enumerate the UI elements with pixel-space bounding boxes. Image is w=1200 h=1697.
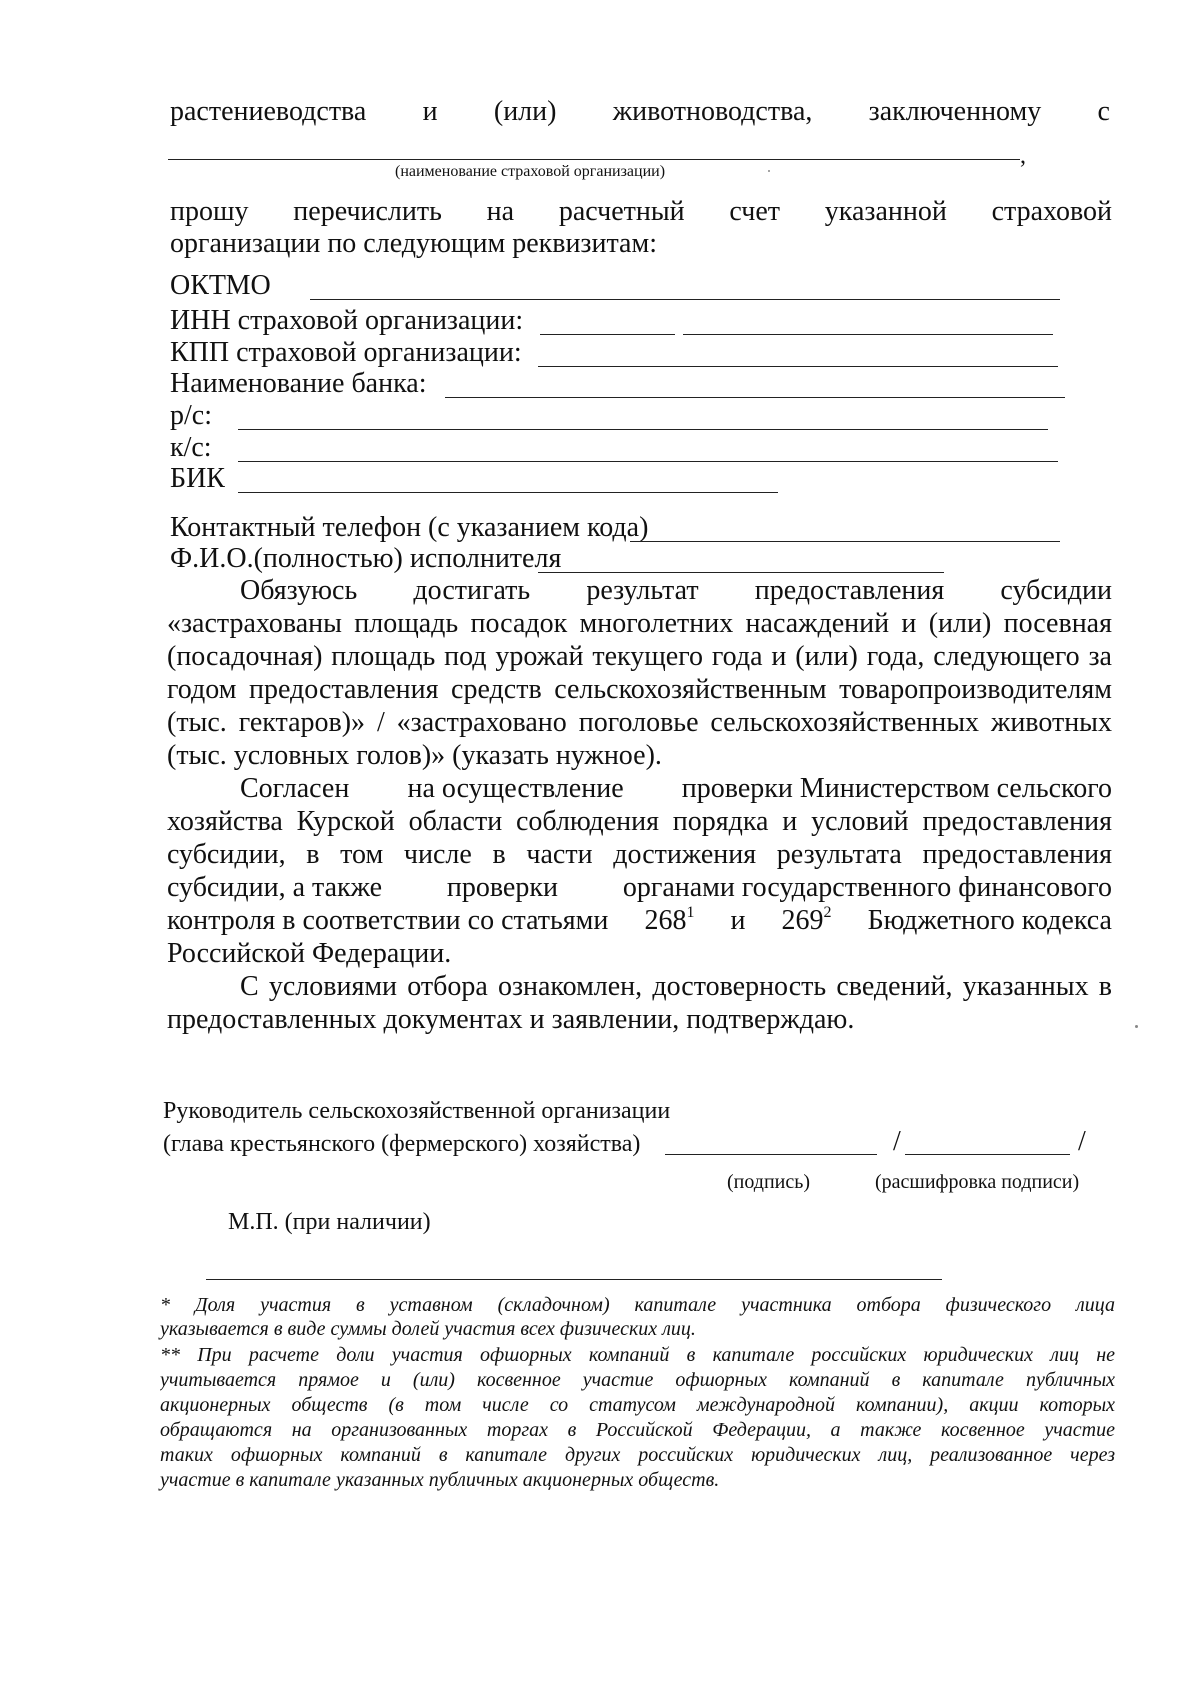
bank-name-label: Наименование банка: bbox=[170, 368, 427, 399]
top-line-1 bbox=[170, 96, 1110, 128]
word: расчетный bbox=[558, 196, 685, 227]
word: страховой bbox=[991, 196, 1112, 227]
insurer-name-line bbox=[168, 159, 1020, 160]
para1-line-6: (тыс. условных голов)» (указать нужное). bbox=[167, 740, 662, 771]
para2-line-3: субсидии, в том числе в части достижения результата предоставления bbox=[167, 839, 1112, 870]
para1-line-3: (посадочная) площадь под урожай текущего года и (или) года, следующего за bbox=[167, 641, 1112, 672]
article-268 bbox=[644, 905, 694, 937]
superscript: 1 bbox=[686, 904, 695, 921]
para3-text: С условиями отбора ознакомлен, достоверность сведений, указанных в bbox=[240, 971, 1112, 1002]
footnote-2-line-4: обращаются на организованных торгах в Российской Федерации, а также косвенное участие bbox=[160, 1419, 1115, 1441]
signature-decode-caption: (расшифровка подписи) bbox=[875, 1171, 1080, 1193]
request-line-1 bbox=[170, 196, 1112, 228]
word: достигать bbox=[413, 575, 531, 606]
para2-line-2: хозяйства Курской области соблюдения порядка и условий предоставления bbox=[167, 806, 1112, 837]
signature-decode-input-line[interactable] bbox=[905, 1154, 1070, 1155]
bik-input-line[interactable] bbox=[238, 492, 778, 493]
para3-line-2: предоставленных документах и заявлении, подтверждаю. bbox=[167, 1004, 855, 1035]
para2-line-6: Российской Федерации. bbox=[167, 938, 452, 969]
phrase: контроля в соответствии со статьями bbox=[167, 905, 609, 936]
para1-line-4: годом предоставления средств сельскохозяйственным товаропроизводителям bbox=[167, 674, 1112, 705]
inn-input-line-2[interactable] bbox=[683, 334, 1053, 335]
footnote-separator bbox=[206, 1279, 942, 1280]
executor-label: Ф.И.О.(полностью) исполнителя bbox=[170, 543, 562, 574]
article-number: 268 bbox=[644, 905, 687, 936]
word: проверки Министерством сельского bbox=[681, 773, 1112, 804]
footnote-2-line-6: участие в капитале указанных публичных акционерных обществ. bbox=[160, 1469, 720, 1491]
word: перечислить bbox=[293, 196, 442, 227]
slash-1: / bbox=[893, 1126, 901, 1157]
conjunction: и bbox=[730, 905, 746, 936]
word: на bbox=[486, 196, 515, 227]
para1-line-5: (тыс. гектаров)» / «застраховано поголовье сельскохозяйственных животных bbox=[167, 707, 1112, 738]
phrase: субсидии, а также bbox=[167, 872, 383, 903]
oktmo-input-line[interactable] bbox=[310, 299, 1060, 300]
kpp-input-line[interactable] bbox=[538, 366, 1058, 367]
comma: , bbox=[1020, 143, 1026, 169]
word: счет bbox=[729, 196, 781, 227]
word: заключенному bbox=[868, 96, 1042, 127]
word: Обязуюсь bbox=[240, 575, 358, 606]
scan-speck bbox=[768, 170, 770, 172]
para1-line-2: «застрахованы площадь посадок многолетних насаждений и (или) посевная bbox=[167, 608, 1112, 639]
correspondent-account-input-line[interactable] bbox=[238, 461, 1058, 462]
kpp-label: КПП страховой организации: bbox=[170, 337, 522, 368]
head-title: Руководитель сельскохозяйственной организации bbox=[163, 1098, 671, 1124]
para2-line-4 bbox=[167, 872, 1112, 904]
phrase: проверки bbox=[446, 872, 558, 903]
slash-2: / bbox=[1078, 1126, 1086, 1157]
phrase: Бюджетного кодекса bbox=[867, 905, 1112, 936]
inn-input-line-1[interactable] bbox=[540, 334, 675, 335]
executor-input-line[interactable] bbox=[538, 572, 944, 573]
word: на осуществление bbox=[407, 773, 624, 804]
word: предоставления bbox=[754, 575, 945, 606]
inn-label: ИНН страховой организации: bbox=[170, 305, 524, 336]
footnote-1-line-1: * Доля участия в уставном (складочном) капитале участника отбора физического лица bbox=[160, 1294, 1115, 1316]
phone-label: Контактный телефон (с указанием кода) bbox=[170, 512, 649, 543]
footnote-1-line-2: указывается в виде суммы долей участия всех физических лиц. bbox=[160, 1318, 696, 1340]
stamp-place: М.П. (при наличии) bbox=[228, 1209, 431, 1235]
oktmo-label: ОКТМО bbox=[170, 270, 271, 301]
bik-label: БИК bbox=[170, 463, 225, 494]
para2-line-5 bbox=[167, 905, 1112, 937]
word: растениеводства bbox=[170, 96, 367, 127]
footnote-2-line-3: акционерных обществ (в том числе со статусом международной компании), акции которых bbox=[160, 1394, 1115, 1416]
para1-line-1 bbox=[240, 575, 1112, 607]
signature-caption: (подпись) bbox=[727, 1171, 811, 1193]
phone-input-line[interactable] bbox=[630, 541, 1060, 542]
bank-name-input-line[interactable] bbox=[445, 397, 1065, 398]
phrase: органами государственного финансового bbox=[622, 872, 1112, 903]
insurer-name-caption: (наименование страховой организации) bbox=[395, 163, 666, 180]
word: субсидии bbox=[1000, 575, 1112, 606]
correspondent-account-label: к/с: bbox=[170, 432, 212, 463]
word: (или) bbox=[493, 96, 557, 127]
footnote-2-line-1: ** При расчете доли участия офшорных компаний в капитале российских юридических лиц не bbox=[160, 1344, 1115, 1366]
footnote-2-line-2: учитывается прямое и (или) косвенное участие офшорных компаний в капитале публичных bbox=[160, 1369, 1115, 1391]
word: животноводства, bbox=[612, 96, 813, 127]
word: и bbox=[422, 96, 438, 127]
settlement-account-label: р/с: bbox=[170, 400, 212, 431]
request-line-2: организации по следующим реквизитам: bbox=[170, 228, 657, 259]
settlement-account-input-line[interactable] bbox=[238, 429, 1048, 430]
footnote-2-line-5: таких офшорных компаний в капитале других российских юридических лиц, реализованное через bbox=[160, 1444, 1115, 1466]
word: результат bbox=[586, 575, 699, 606]
scan-speck bbox=[1135, 1025, 1138, 1028]
word: прошу bbox=[170, 196, 249, 227]
head-title-2: (глава крестьянского (фермерского) хозяйства) bbox=[163, 1131, 641, 1157]
word: указанной bbox=[824, 196, 947, 227]
para2-line-1 bbox=[240, 773, 1112, 805]
signature-input-line[interactable] bbox=[665, 1154, 877, 1155]
article-269 bbox=[782, 905, 832, 937]
para3-line-1 bbox=[240, 971, 1112, 1003]
article-number: 269 bbox=[781, 905, 824, 936]
superscript: 2 bbox=[823, 904, 832, 921]
word: Согласен bbox=[240, 773, 350, 804]
word: с bbox=[1097, 96, 1110, 127]
